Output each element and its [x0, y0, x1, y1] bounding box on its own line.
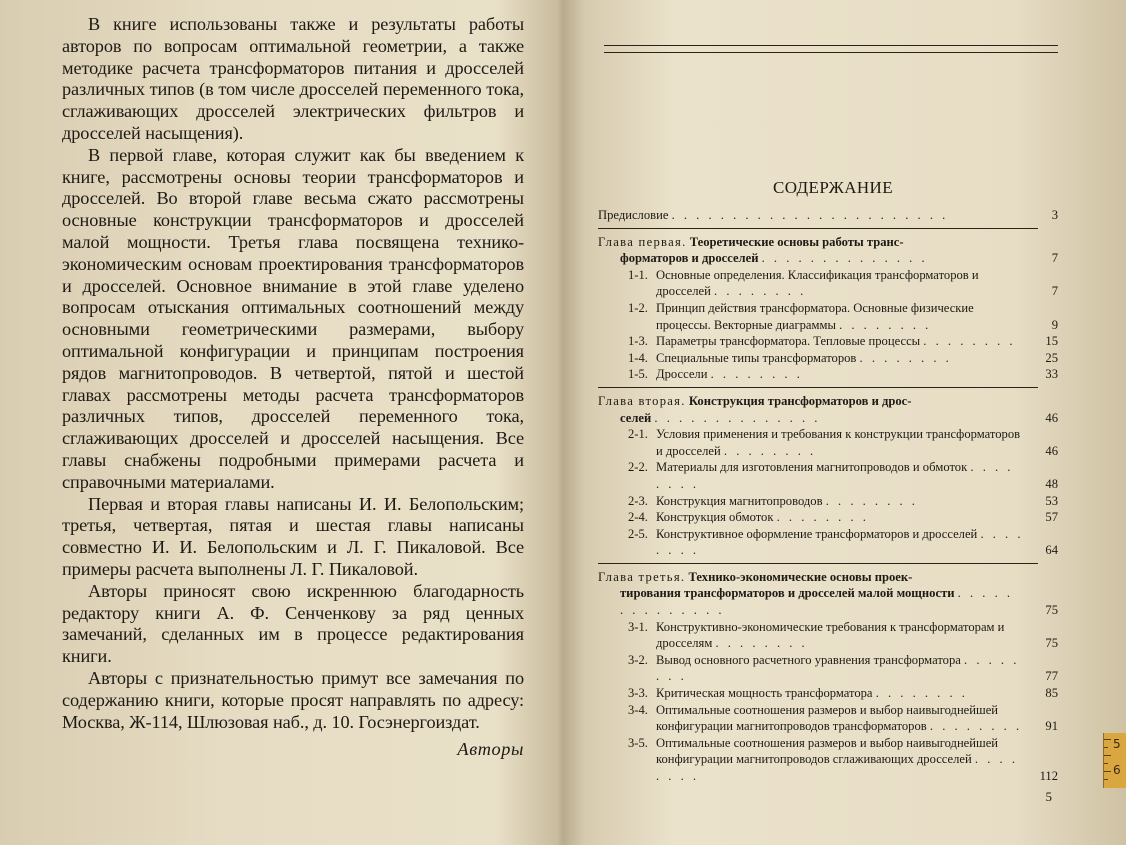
toc-entry-preface: Предисловие . . . . . . . . . . . . . . . . . . . . . . . 3 [598, 208, 1058, 222]
toc-page-number: 75 [1045, 603, 1058, 618]
toc-section: 3-2. Вывод основного расчетного уравнения трансформатора . . . . . . . . 77 [628, 652, 1058, 684]
section-title: Параметры трансформатора. Тепловые процессы [656, 334, 921, 349]
toc-chapter: Глава первая. Теоретические основы работы транс- форматоров и дросселей . . . . . . . . . . . . . . 7 [598, 234, 1058, 266]
section-title: Вывод основного расчетного уравнения трансформатора [656, 652, 961, 667]
toc-page-number: 75 [1045, 636, 1058, 651]
chapter-title: Теоретические основы работы транс- [689, 234, 904, 249]
section-number: 3-5. [628, 735, 648, 750]
section-number: 2-4. [628, 510, 648, 525]
toc-section: 3-3. Критическая мощность трансформатора . . . . . . . . 85 [628, 686, 1058, 701]
toc-section: 1-5. Дроссели . . . . . . . . 33 [628, 367, 1058, 382]
ruler-digit: 5 [1113, 737, 1121, 751]
toc-page-number: 53 [1045, 493, 1058, 508]
section-number: 3-4. [628, 702, 648, 717]
toc-entry-title: Предисловие [598, 208, 669, 222]
toc-section: 1-2. Принцип действия трансформатора. Основные физические процессы. Векторные диаграммы . . . . . . . . 9 [628, 300, 1058, 332]
toc-section: 2-2. Материалы для изготовления магнитопроводов и обмоток . . . . . . . . 48 [628, 460, 1058, 491]
table-of-contents [598, 207, 1058, 785]
toc-page-number: 3 [1051, 208, 1058, 222]
toc-page-number: 7 [1051, 251, 1058, 266]
section-title: Конструктивно-экономические требования к трансформаторам и дросселям [656, 619, 1005, 651]
section-number: 1-5. [628, 367, 648, 382]
toc-page-number: 64 [1045, 543, 1058, 558]
left-page [62, 14, 524, 761]
chapter-label: Глава вторая. [598, 393, 686, 408]
section-number: 1-1. [628, 267, 648, 282]
toc-section: 2-3. Конструкция магнитопроводов . . . . . . . . 53 [628, 493, 1058, 508]
ruler-digit: 6 [1113, 763, 1121, 777]
chapter-title-continued: селей [620, 410, 652, 425]
toc-page-number: 46 [1045, 410, 1058, 425]
toc-page-number: 85 [1045, 686, 1058, 701]
section-title: Основные определения. Классификация трансформаторов и дросселей [656, 267, 979, 299]
toc-page-number: 48 [1045, 476, 1058, 491]
section-number: 2-5. [628, 526, 648, 541]
section-title: Конструкция магнитопроводов [656, 493, 823, 508]
section-title: Оптимальные соотношения размеров и выбор наивыгоднейшей конфигурации магнитопроводов сглаживающих дросселей [656, 735, 999, 767]
chapter-label: Глава первая. [598, 234, 687, 249]
toc-page-number: 46 [1045, 443, 1058, 458]
toc-section: 3-1. Конструктивно-экономические требования к трансформаторам и дросселям . . . . . . . . 75 [628, 619, 1058, 651]
section-number: 2-3. [628, 493, 648, 508]
page-number: 5 [1045, 788, 1052, 804]
section-title: Конструктивное оформление трансформаторов и дросселей [656, 526, 978, 541]
right-page [598, 38, 1058, 805]
section-title: Условия применения и требования к конструкции трансформаторов и дросселей [656, 427, 1021, 458]
section-number: 3-1. [628, 619, 648, 634]
section-title: Специальные типы трансформаторов [656, 350, 857, 365]
toc-chapter: Глава третья. Технико-экономические основы проек- тирования трансформаторов и дросселей малой мощности . . . . . . . . . . . . . . 75 [598, 569, 1058, 618]
ruler-edge [1103, 733, 1126, 788]
section-title: Материалы для изготовления магнитопроводов и обмоток [656, 460, 968, 475]
toc-page-number: 33 [1045, 367, 1058, 382]
toc-divider [598, 563, 1038, 564]
paragraph: В первой главе, которая служит как бы введением к книге, рассмотрены основы теории трансформаторов и дросселей. Во второй главе весьма сжато рассмотрены основные конструкции трансформаторов и дросселей малой мощности. Третья глава посвящена технико-экономическим основам проектирования трансформаторов и дросселей. Основное внимание в этой главе уделено вопросам отыскания оптимальных соотношений между основными геометрическими размерами, выбору оптимальной конфигурации и принципам построения рядов магнитопроводов. В четвертой, пятой и шестой главах рассмотрены методы расчета трансформаторов различных типов, дросселей переменного тока, сглаживающих дросселей и дросселей насыщения. Все главы снабжены подробными примерами расчета и справочными материалами. [62, 144, 524, 492]
toc-page-number: 15 [1045, 334, 1058, 349]
paragraph: Первая и вторая главы написаны И. И. Белопольским; третья, четвертая, пятая и шестая главы написаны совместно И. И. Белопольским и Л. Г. Пикаловой. Все примеры расчета выполнены Л. Г. Пикаловой. [62, 493, 524, 579]
toc-page-number: 112 [1039, 769, 1058, 783]
toc-section: 1-1. Основные определения. Классификация трансформаторов и дросселей . . . . . . . . 7 [628, 267, 1058, 299]
section-number: 1-4. [628, 350, 648, 365]
toc-title: СОДЕРЖАНИЕ [772, 178, 894, 197]
toc-section: 2-4. Конструкция обмоток . . . . . . . . 57 [628, 510, 1058, 525]
section-title: Дроссели [656, 367, 708, 382]
toc-page-number: 9 [1051, 317, 1058, 332]
section-title: Принцип действия трансформатора. Основные физические процессы. Векторные диаграммы [656, 300, 974, 332]
toc-divider [598, 228, 1038, 229]
chapter-title: Конструкция трансформаторов и дрос- [688, 393, 912, 408]
toc-divider [598, 387, 1038, 388]
toc-page-number: 25 [1045, 350, 1058, 365]
section-number: 2-1. [628, 427, 648, 442]
authors-signature: Авторы [457, 739, 524, 760]
toc-section: 1-3. Параметры трансформатора. Тепловые процессы . . . . . . . . 15 [628, 334, 1058, 349]
paragraph: Авторы приносят свою искреннюю благодарность редактору книги А. Ф. Сенченкову за ряд ценных замечаний, сделанных им в процессе редактирования книги. [62, 580, 524, 667]
header-rule [604, 45, 1058, 46]
section-number: 1-3. [628, 334, 648, 349]
toc-section: 3-4. Оптимальные соотношения размеров и выбор наивыгоднейшей конфигурации магнитопроводов трансформаторов . . . . . . . . 91 [628, 702, 1058, 734]
chapter-label: Глава третья. [598, 569, 686, 584]
toc-section: 3-5. Оптимальные соотношения размеров и выбор наивыгоднейшей конфигурации магнитопроводов сглаживающих дросселей . . . . . . . . 112 [628, 735, 1058, 783]
header-rule [604, 52, 1058, 53]
section-number: 1-2. [628, 300, 648, 315]
toc-section: 2-5. Конструктивное оформление трансформаторов и дросселей . . . . . . . . 64 [628, 526, 1058, 558]
toc-page-number: 77 [1045, 669, 1058, 684]
section-title: Конструкция обмоток [656, 510, 774, 525]
toc-page-number: 57 [1045, 510, 1058, 525]
chapter-title-continued: тирования трансформаторов и дросселей малой мощности [620, 586, 955, 601]
toc-section: 1-4. Специальные типы трансформаторов . . . . . . . . 25 [628, 350, 1058, 365]
toc-chapters [598, 228, 1058, 785]
toc-page-number: 7 [1051, 284, 1058, 299]
paragraph: Авторы с признательностью примут все замечания по содержанию книги, которые просят направлять по адресу: Москва, Ж-114, Шлюзовая наб., д. 10. Госэнергоиздат. [62, 667, 524, 732]
section-title: Оптимальные соотношения размеров и выбор наивыгоднейшей конфигурации магнитопроводов трансформаторов [656, 702, 999, 734]
section-number: 3-3. [628, 686, 648, 701]
section-number: 3-2. [628, 652, 648, 667]
section-number: 2-2. [628, 460, 648, 475]
toc-chapter: Глава вторая. Конструкция трансформаторов и дрос- селей . . . . . . . . . . . . . . 46 [598, 393, 1058, 425]
chapter-title: Технико-экономические основы проек- [688, 569, 913, 584]
toc-section: 2-1. Условия применения и требования к конструкции трансформаторов и дросселей . . . . . . . . 46 [628, 427, 1058, 458]
chapter-title-continued: форматоров и дросселей [620, 251, 759, 266]
toc-page-number: 91 [1045, 719, 1058, 734]
section-title: Критическая мощность трансформатора [656, 686, 873, 701]
paragraph: В книге использованы также и результаты работы авторов по вопросам оптимальной геометрии, а также методике расчета трансформаторов питания и дросселей различных типов (в том числе дросселей переменного тока, сглаживающих дросселей электрических фильтров и дросселей насыщения). [62, 14, 524, 143]
